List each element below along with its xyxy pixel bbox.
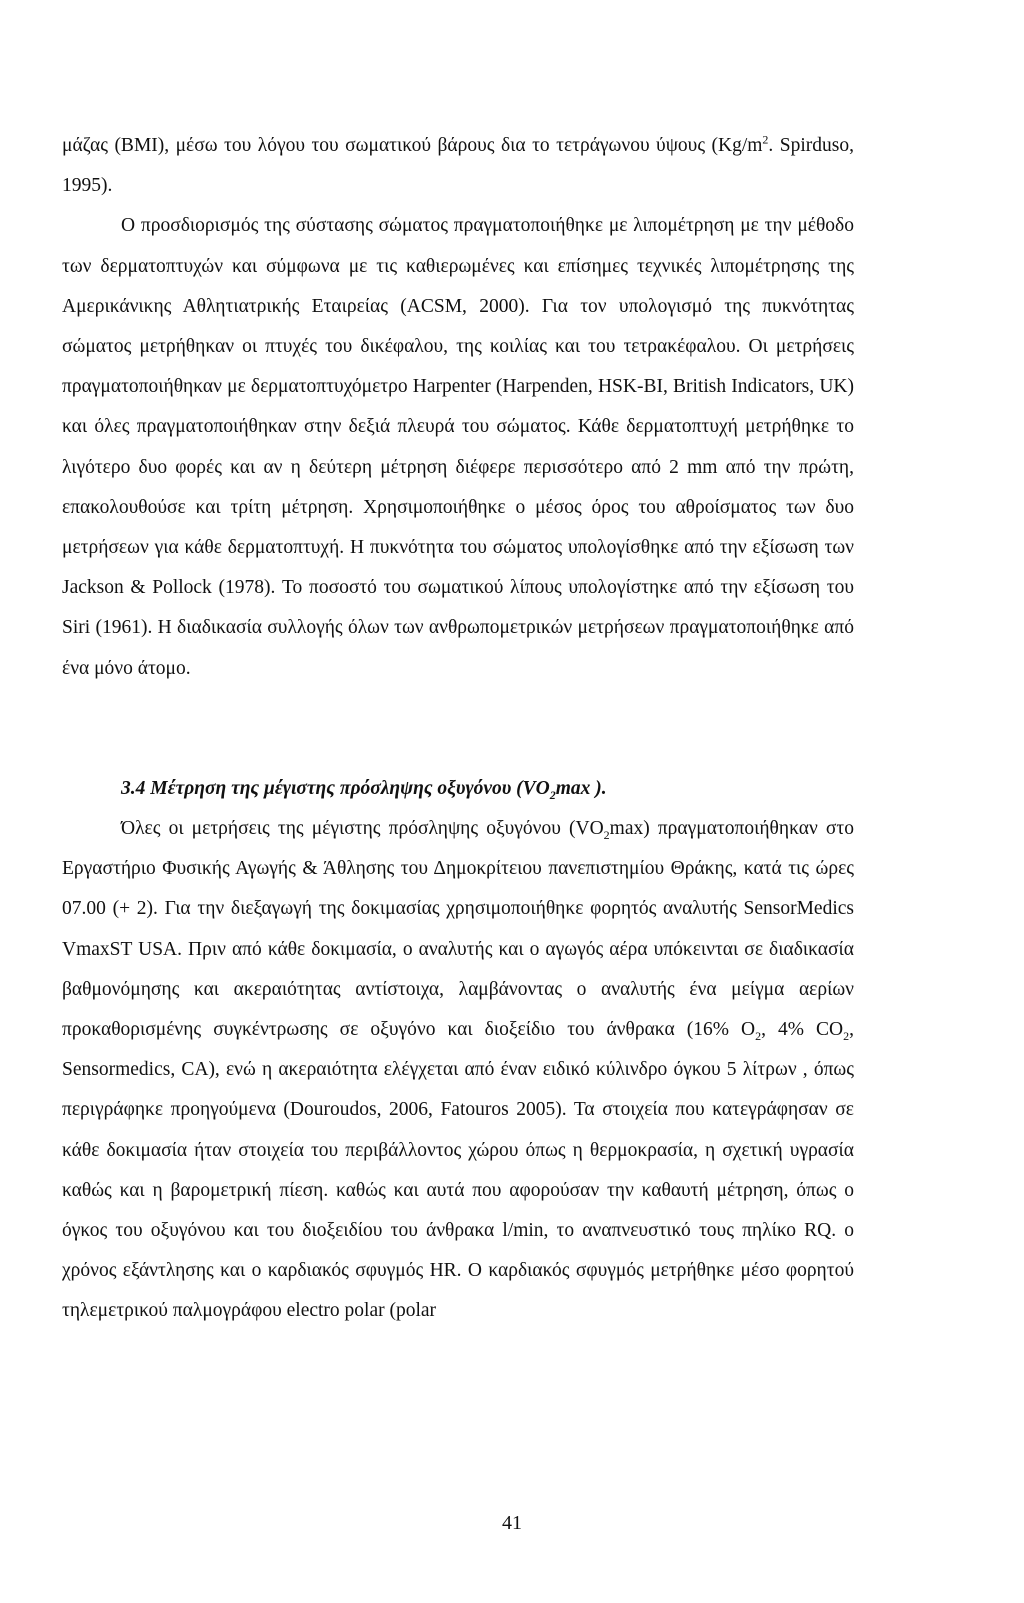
subscript: 2	[755, 1028, 762, 1043]
subscript: 2	[843, 1028, 850, 1043]
paragraph-text: max) πραγματοποιήθηκαν στο Εργαστήριο Φυσικής Αγωγής & Άθλησης του Δημοκρίτειου πανεπιστημίου Θράκης, κατά τις ώρες 07.00 (+ 2). Για την διεξαγωγή της δοκιμασίας χρησιμοποιήθηκε φορητός αναλυτής SensorMedics VmaxST USA. Πριν από κάθε δοκιμασία, ο αναλυτής και ο αγωγός αέρα υπόκεινται σε διαδικασία βαθμονόμησης και ακεραιότητας αντίστοιχα, λαμβάνοντας ο αναλυτής ένα μείγμα αερίων προκαθορισμένης συγκέντρωσης σε οξυγόνο και διοξείδιο του άνθρακα (16% O	[62, 818, 854, 1041]
paragraph-text: Όλες οι μετρήσεις της μέγιστης πρόσληψης οξυγόνου (VO	[121, 818, 604, 840]
paragraph-text: , Sensormedics, CA), ενώ η ακεραιότητα ελέγχεται από έναν ειδικό κύλινδρο όγκου 5 λίτρων , όπως περιγράφηκε προηγούμενα (Douroudos, 2006, Fatouros 2005). Τα στοιχεία που κατεγράφησαν σε κάθε δοκιμασία ήταν στοιχεία του περιβάλλοντος χώρου όπως η θερμοκρασία, η σχετική υγρασία καθώς και η βαρομετρική πίεση. καθώς και αυτά που αφορούσαν την καθαυτή μέτρηση, όπως ο όγκος του οξυγόνου και του διοξειδίου του άνθρακα l/min, το αναπνευστικό τους πηλίκο RQ. ο χρόνος εξάντλησης και ο καρδιακός σφυγμός HR. Ο καρδιακός σφυγμός μετρήθηκε μέσο φορητού τηλεμετρικού παλμογράφου electro polar (polar	[62, 1019, 854, 1322]
subscript: 2	[549, 787, 556, 802]
intro-text: μάζας (BMI), μέσω του λόγου του σωματικού βάρους δια το τετράγωνου ύψους (Kg/m	[62, 135, 763, 156]
intro-paragraph	[62, 126, 854, 206]
page-number: 41	[502, 1512, 522, 1534]
paragraph-body-composition: Ο προσδιορισμός της σύστασης σώματος πραγματοποιήθηκε με λιπομέτρηση με την μέθοδο των δερματοπτυχών και σύμφωνα με τις καθιερωμένες και επίσημες τεχνικές λιπομέτρησης της Αμερικάνικης Αθλητιατρικής Εταιρείας (ACSM, 2000). Για τον υπολογισμό της πυκνότητας σώματος μετρήθηκαν οι πτυχές του δικέφαλου, της κοιλίας και του τετρακέφαλου. Οι μετρήσεις πραγματοποιήθηκαν με δερματοπτυχόμετρο Harpenter (Harpenden, HSK-BI, British Indicators, UK) και όλες πραγματοποιήθηκαν στην δεξιά πλευρά του σώματος. Κάθε δερματοπτυχή μετρήθηκε το λιγότερο δυο φορές και αν η δεύτερη μέτρηση διέφερε περισσότερο από 2 mm από την πρώτη, επακολουθούσε και τρίτη μέτρηση. Χρησιμοποιήθηκε ο μέσος όρος του αθροίσματος των δυο μετρήσεων για κάθε δερματοπτυχή. Η πυκνότητα του σώματος υπολογίσθηκε από την εξίσωση των Jackson & Pollock (1978). Το ποσοστό του σωματικού λίπους υπολογίστηκε από την εξίσωση του Siri (1961). Η διαδικασία συλλογής όλων των ανθρωπομετρικών μετρήσεων πραγματοποιήθηκε από ένα μόνο άτομο.	[62, 215, 854, 679]
superscript: 2	[762, 132, 769, 147]
section-title-end: max ).	[555, 777, 607, 799]
section-number: 3.4	[121, 777, 146, 799]
subscript: 2	[603, 827, 610, 842]
document-body	[62, 126, 854, 1332]
section-title: Μέτρηση της μέγιστης πρόσληψης οξυγόνου (VO	[145, 777, 550, 799]
paragraph-vo2max	[62, 809, 854, 1332]
intro-text-end: . Spirduso, 1995).	[62, 135, 854, 197]
paragraph-text: , 4% CO	[761, 1019, 844, 1041]
section-heading	[62, 769, 854, 809]
